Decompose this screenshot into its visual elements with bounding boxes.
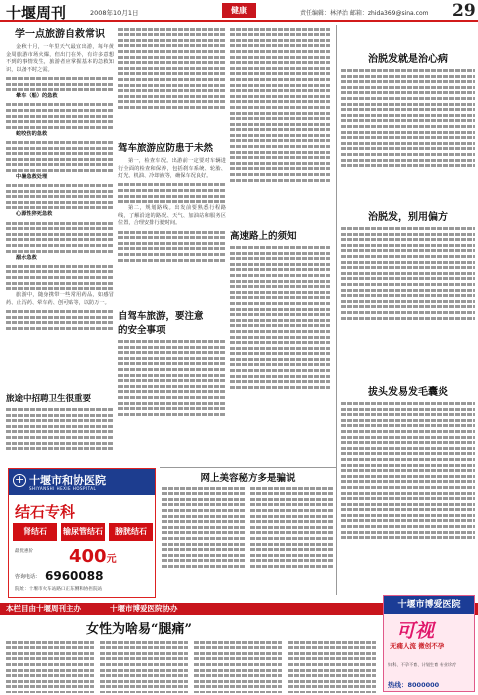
hospital-ad[interactable] xyxy=(383,595,475,692)
clinic-phone[interactable]: 6960088 xyxy=(45,569,104,583)
headline: 学一点旅游自救常识 xyxy=(15,29,105,40)
paragraph: 第二，规划路线。出发前要熟悉行程路线，了解沿途的路况、天气、加油站和服务区位置，合理安排行驶时间。 xyxy=(118,205,226,227)
headline: 驾车旅游应防患于未然 xyxy=(118,143,214,154)
banner-right: 十堰市博爱医院协办 xyxy=(110,604,178,613)
headline: 高速路上的须知 xyxy=(230,231,297,242)
masthead: 十堰周刊 xyxy=(6,4,67,22)
headline: 治脱发就是治心病 xyxy=(368,54,448,65)
clinic-tags xyxy=(13,523,153,541)
article-folliculitis xyxy=(341,383,475,593)
headline: 拔头发易发毛囊炎 xyxy=(368,387,448,398)
article-self-drive xyxy=(118,308,226,463)
article-col3 xyxy=(230,25,330,245)
clinic-name: 十堰市和协医院 xyxy=(29,474,106,487)
price xyxy=(69,546,117,567)
editor-line: 责任编辑：林泽治 邮箱：zhida369@sina.com xyxy=(300,10,429,17)
article-drive-safety xyxy=(118,140,226,305)
promo-label: 最优惠价 xyxy=(15,549,33,554)
subhead: 心源性猝死急救 xyxy=(16,211,53,218)
clinic-bar xyxy=(9,469,155,495)
headline: 旅途中招聘卫生很重要 xyxy=(6,394,92,404)
tag-bladder: 膀胱结石 xyxy=(109,523,153,541)
tag-ureter: 输尿管结石 xyxy=(61,523,105,541)
subhead: 溺水急救 xyxy=(16,254,37,261)
article-hair-loss xyxy=(341,50,475,210)
slogan: 无痛人流 微创不孕 xyxy=(390,642,445,650)
clinic-ad[interactable] xyxy=(8,468,156,598)
tag-kidney: 肾结石 xyxy=(13,523,57,541)
headline: 治脱发，别用偏方 xyxy=(368,212,448,223)
paragraph: 第一，检查车况。出游前一定要对车辆进行全面的检查和保养，包括刹车系统、轮胎、灯光、机油、冷却液等，确保车况良好。 xyxy=(118,158,226,180)
article-beauty xyxy=(162,470,334,600)
phone-label: 咨询电话： xyxy=(15,574,41,580)
headline: 女性为啥易“腿痛” xyxy=(86,622,192,637)
headline: 自驾车旅游，要注意的安全事项 xyxy=(118,311,204,336)
article-col2 xyxy=(118,25,226,145)
subhead: 中暑急救处理 xyxy=(16,173,48,180)
clinic-service: 结石专科 xyxy=(15,503,76,521)
price-value: 400 xyxy=(69,546,107,567)
hospital-phone[interactable]: 热线：8000000 xyxy=(388,681,440,689)
banner-left: 本栏目由十堰周刊主办 xyxy=(6,604,81,613)
paragraph: 旅游中，随身携带一些常用药品，如感冒药、止泻药、晕车药、创可贴等，以防万一。 xyxy=(6,292,114,306)
headline: 网上美容秘方多是骗说 xyxy=(200,473,296,484)
article-folk-remedy xyxy=(341,208,475,363)
paragraph: 金秋十月，一年里天气最宜出游，每年黄金周旅游市场火爆，但出门在外，有许多意想不到的事情发生，旅游者应掌握基本的急救知识，以备不时之需。 xyxy=(6,44,114,73)
article-first-aid xyxy=(6,25,114,435)
hospital-cross-icon xyxy=(13,474,26,487)
clinic-name-en: SHIYANSHI HEXIE HOSPITAL xyxy=(29,486,97,491)
article-highway xyxy=(230,228,330,463)
page-header xyxy=(0,0,478,22)
brand-text: 可视 xyxy=(396,620,435,642)
subhead: 蛇咬伤的急救 xyxy=(16,130,48,137)
hospital-name: 十堰市博爱医院 xyxy=(384,596,474,614)
price-unit: 元 xyxy=(106,554,117,565)
section-tag: 健康 xyxy=(222,3,256,18)
info: 妇科、不孕不育、计划生育 专业诊疗 xyxy=(388,662,457,667)
page-number: 29 xyxy=(452,1,476,21)
issue-date: 2008年10月1日 xyxy=(90,9,139,17)
article-leg-pain xyxy=(6,618,378,693)
subhead: 晕车（船）的急救 xyxy=(16,93,58,100)
article-hygiene xyxy=(6,392,114,467)
clinic-address: 院址：十堰市火车站路口正东侧和协医院站 xyxy=(15,587,103,592)
